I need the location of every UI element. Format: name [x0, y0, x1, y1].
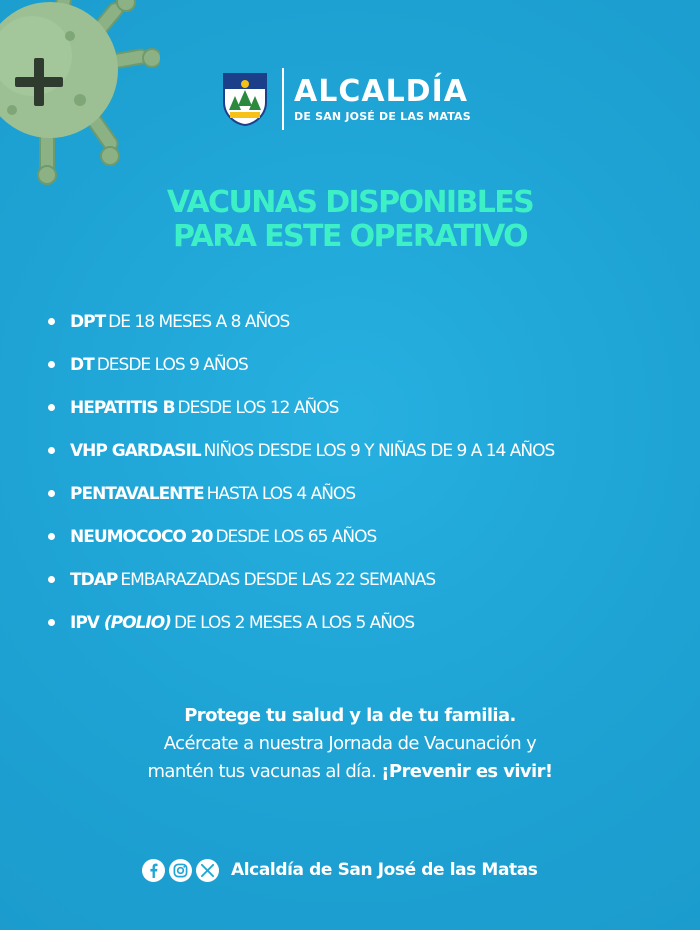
- headline-line-2: PARA ESTE OPERATIVO: [172, 219, 528, 254]
- bullet-icon: [48, 533, 55, 540]
- org-subtitle: DE SAN JOSÉ DE LAS MATAS: [294, 109, 471, 123]
- vaccine-description: DESDE LOS 9 AÑOS: [96, 354, 248, 375]
- bullet-icon: [48, 576, 55, 583]
- list-item: [48, 601, 554, 644]
- vaccine-name: PENTAVALENTE: [70, 483, 204, 504]
- org-title: ALCALDÍA: [294, 73, 468, 109]
- vaccine-description: HASTA LOS 4 AÑOS: [206, 483, 356, 504]
- x-icon[interactable]: [196, 859, 219, 882]
- vaccine-description: DESDE LOS 65 AÑOS: [215, 526, 377, 547]
- headline: [0, 186, 700, 254]
- vaccine-name: TDAP: [70, 569, 118, 590]
- bullet-icon: [48, 447, 55, 454]
- facebook-icon[interactable]: [142, 859, 165, 882]
- closing-message: [0, 702, 700, 786]
- vaccine-name: NEUMOCOCO 20: [70, 526, 213, 547]
- vaccine-list: [48, 300, 554, 644]
- slogan: ¡Prevenir es vivir!: [381, 761, 553, 782]
- vaccine-name: DT: [70, 354, 94, 375]
- vaccine-description: EMBARAZADAS DESDE LAS 22 SEMANAS: [120, 569, 436, 590]
- list-item: [48, 515, 554, 558]
- list-item: [48, 558, 554, 601]
- bullet-icon: [48, 404, 55, 411]
- list-item: [48, 429, 554, 472]
- headline-line-1: VACUNAS DISPONIBLES: [166, 185, 534, 220]
- message-line-3: [0, 758, 700, 786]
- bullet-icon: [48, 361, 55, 368]
- footer-handle: Alcaldía de San José de las Matas: [231, 860, 538, 880]
- bullet-icon: [48, 619, 55, 626]
- message-line-1: Protege tu salud y la de tu familia.: [184, 705, 516, 726]
- vaccine-name: VHP GARDASIL: [70, 440, 201, 461]
- vaccine-name-extra: (POLIO): [103, 612, 171, 633]
- header: [222, 66, 471, 132]
- vaccine-name: HEPATITIS B: [70, 397, 175, 418]
- list-item: [48, 343, 554, 386]
- vaccine-description: DE 18 MESES A 8 AÑOS: [108, 311, 290, 332]
- message-line-2: Acércate a nuestra Jornada de Vacunación y: [163, 733, 537, 754]
- vaccine-name: DPT: [70, 311, 106, 332]
- vaccine-name-main: IPV: [70, 612, 99, 633]
- municipal-crest-icon: [222, 72, 268, 126]
- instagram-icon[interactable]: [169, 859, 192, 882]
- footer: [142, 857, 538, 883]
- bullet-icon: [48, 490, 55, 497]
- list-item: [48, 300, 554, 343]
- header-divider: [282, 68, 284, 130]
- list-item: [48, 472, 554, 515]
- virus-illustration: [0, 0, 160, 190]
- message-line-3-text: mantén tus vacunas al día.: [147, 761, 377, 782]
- vaccine-name: [70, 613, 171, 633]
- bullet-icon: [48, 318, 55, 325]
- vaccine-description: NIÑOS DESDE LOS 9 Y NIÑAS DE 9 A 14 AÑOS: [203, 440, 555, 461]
- list-item: [48, 386, 554, 429]
- org-name-block: [294, 73, 471, 123]
- vaccine-description: DESDE LOS 12 AÑOS: [177, 397, 339, 418]
- vaccine-description: DE LOS 2 MESES A LOS 5 AÑOS: [173, 612, 415, 633]
